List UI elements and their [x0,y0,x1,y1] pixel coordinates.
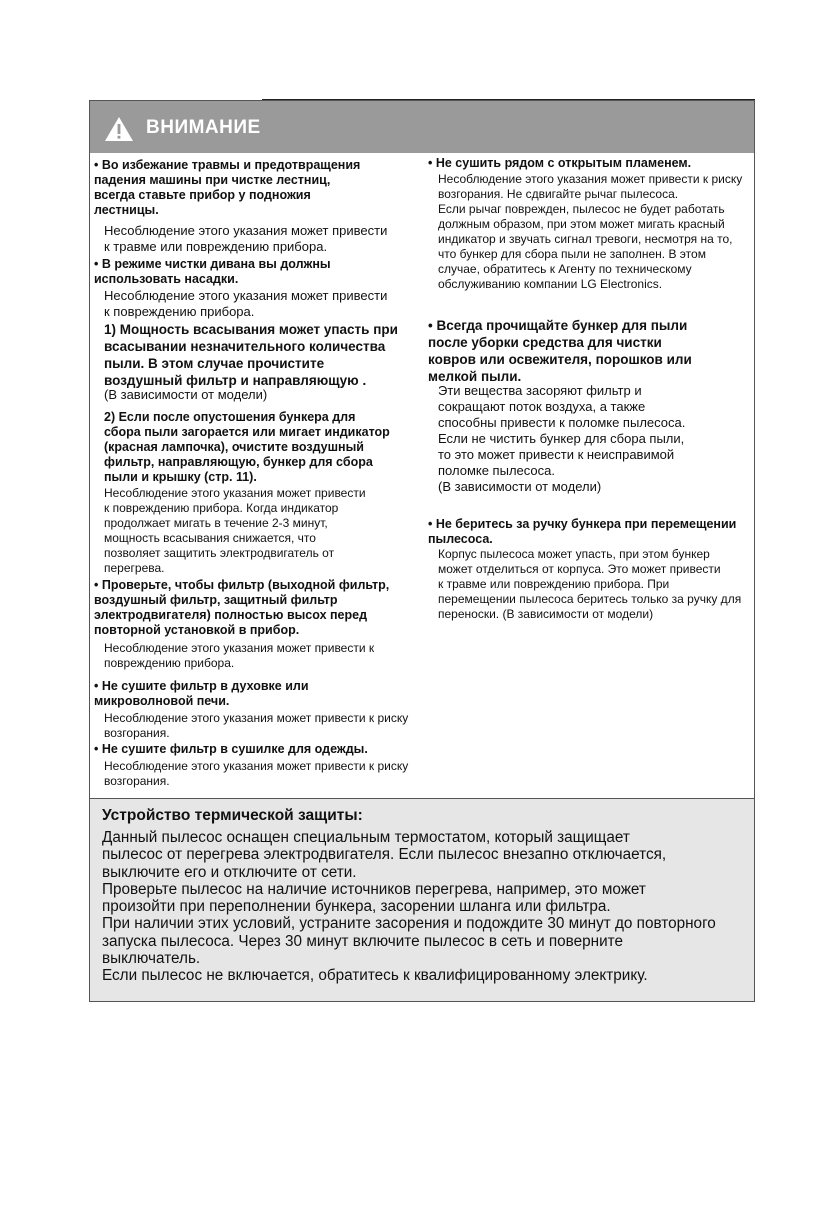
left-item1-heading: • Во избежание травмы и предотвращения падения машины при чистке лестниц, всегда ставьте прибор у подножия лестницы. [94,158,361,217]
right-item3-text: Корпус пылесоса может упасть, при этом бункер может отделиться от корпуса. Это может привести к травме или повреждению прибора. При перемещении пылесоса беритесь только за ручку для переноски. (В зависимости от модели) [438,547,742,621]
left-item2b-text: Несоблюдение этого указания может привести к повреждению прибора. Когда индикатор продолжает мигать в течение 2-3 минут, мощность всасывания снижается, что позволяет защитить электродвигатель от перегрева. [104,486,366,575]
warning-triangle-icon [104,116,134,142]
thermal-body: Данный пылесос оснащен специальным термостатом, который защищает пылесос от перегрева электродвигателя. Если пылесос внезапно отключается, выключите его и отключите от сети. Проверьте пылесос на наличие источников перегрева, например, это может произойти при переполнении бункера, засорении шланга или фильтра. При наличии этих условий, устраните засорения и подождите 30 минут до повторного запуска пылесоса. Через 30 минут включите пылесос в сеть и поверните выключатель. Если пылесос не включается, обратитесь к квалифицированному электрику. [102,829,716,985]
thermal-title: Устройство термической защиты: [102,807,363,824]
caution-title: ВНИМАНИЕ [146,117,261,138]
caution-columns [90,153,754,797]
thermal-protection-box [90,798,754,1001]
left-item2-text: Несоблюдение этого указания может привести к повреждению прибора. [104,288,388,319]
right-item2-text: Эти вещества засоряют фильтр и сокращают поток воздуха, а также способны привести к поломке пылесоса. Если не чистить бункер для сбора пыли, то это может привести к неисправимой поломке пылесоса. (В зависимости от модели) [438,383,686,494]
left-item4-text: Несоблюдение этого указания может привести к риску возгорания. [104,711,409,740]
left-item5-text: Несоблюдение этого указания может привести к риску возгорания. [104,759,409,788]
left-item2-heading: • В режиме чистки дивана вы должны использовать насадки. [94,257,331,286]
left-item3-text: Несоблюдение этого указания может привести к повреждению прибора. [104,641,375,670]
left-item2a-note: (В зависимости от модели) [104,387,268,402]
left-item1-text: Несоблюдение этого указания может привести к травме или повреждению прибора. [104,223,388,254]
left-item3-heading: • Проверьте, чтобы фильтр (выходной фильтр, воздушный фильтр, защитный фильтр электродвигателя) полностью высох перед повторной установкой в прибор. [94,578,390,637]
left-item2b-heading: 2) Если после опустошения бункера для сбора пыли загорается или мигает индикатор (красная лампочка), очистите воздушный фильтр, направляющую, бункер для сбора пыли и крышку (стр. 11). [104,410,390,484]
left-item4-heading: • Не сушите фильтр в духовке или микроволновой печи. [94,679,309,708]
right-item1-heading: • Не сушить рядом с открытым пламенем. [428,156,692,170]
right-item1-text: Несоблюдение этого указания может привести к риску возгорания. Не сдвигайте рычаг пылесоса. Если рычаг поврежден, пылесос не будет работать должным образом, при этом может мигать красный индикатор и звучать сигнал тревоги, несмотря на то, что бункер для сбора пыли не заполнен. В этом случае, обратитесь к Агенту по техническому обслуживанию компании LG Electronics. [438,172,743,291]
right-item3-heading: • Не беритесь за ручку бункера при перемещении пылесоса. [428,517,737,546]
left-item5-heading: • Не сушите фильтр в сушилке для одежды. [94,742,368,756]
right-item2-heading: • Всегда прочищайте бункер для пыли после уборки средства для чистки ковров или освежителя, порошков или мелкой пыли. [428,318,692,384]
left-item2a-heading: 1) Мощность всасывания может упасть при всасывании незначительного количества пыли. В этом случае прочистите воздушный фильтр и направляющую . [104,322,398,388]
caution-panel [89,100,755,1002]
caution-header [90,101,754,153]
